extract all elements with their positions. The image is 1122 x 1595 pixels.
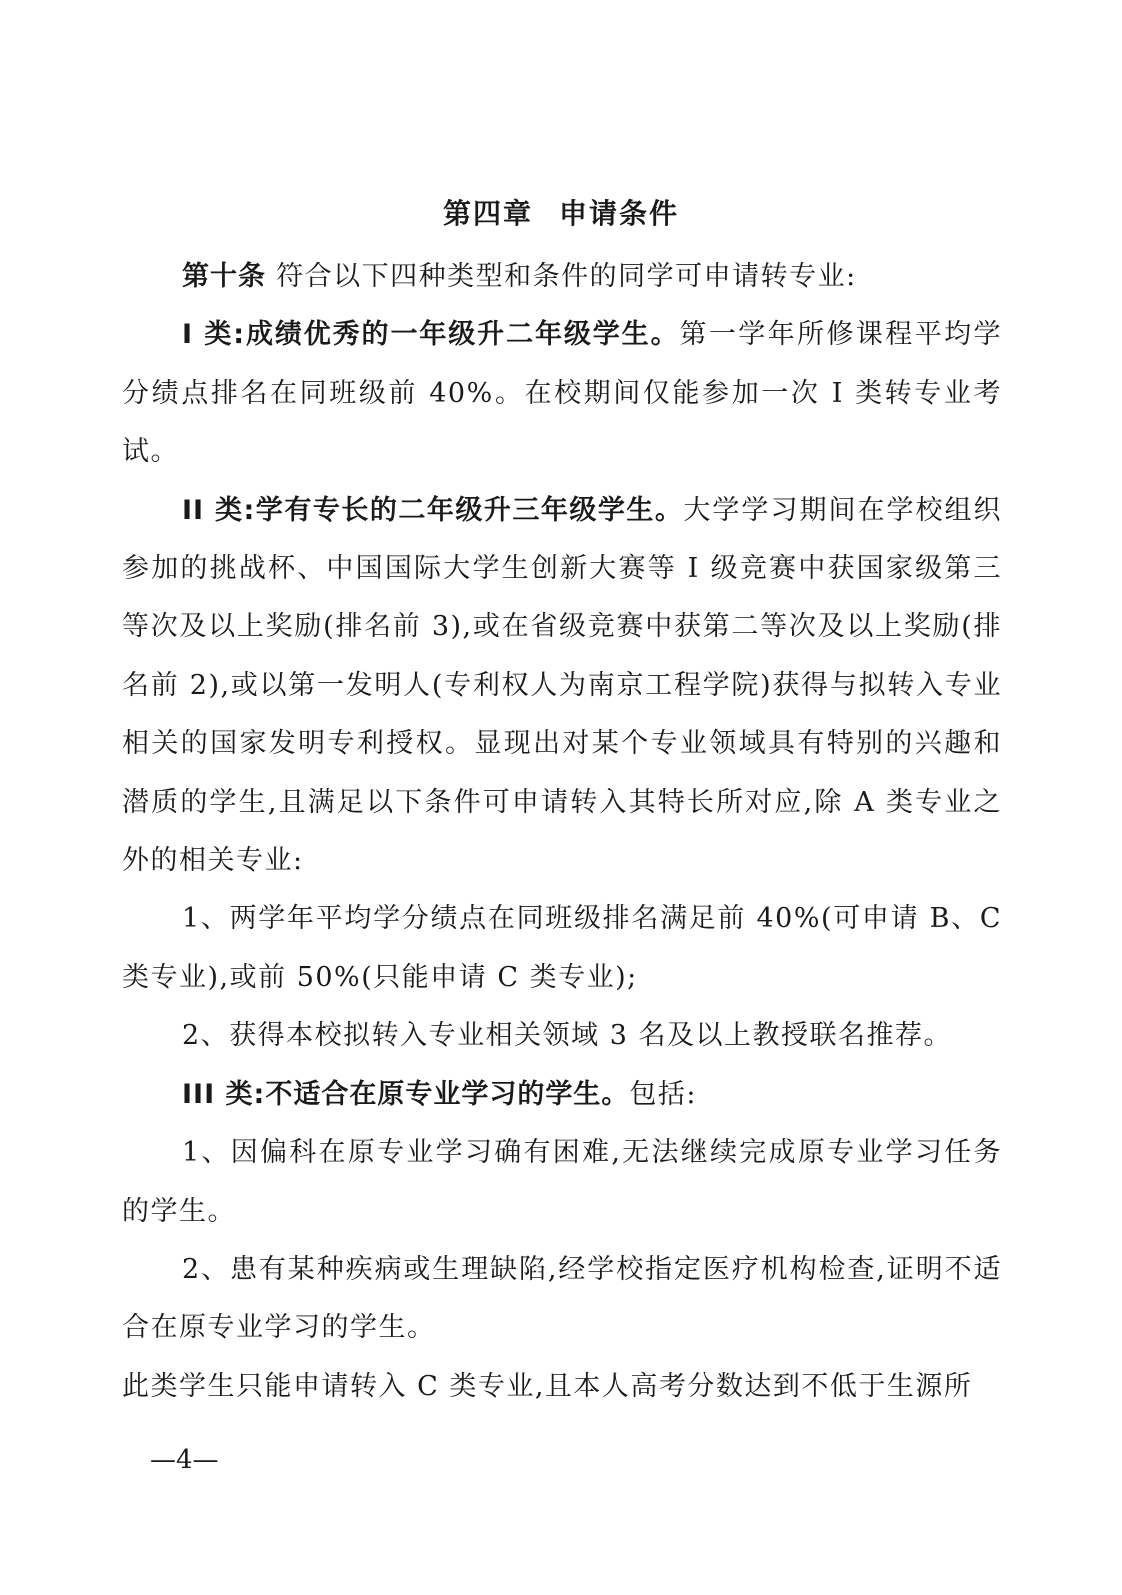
type-3-paragraph — [122, 1066, 1002, 1124]
chapter-number: 第四章 — [442, 197, 533, 230]
type-3-condition-2: 2、患有某种疾病或生理缺陷,经学校指定医疗机构检查,证明不适合在原专业学习的学生。 — [122, 1253, 1002, 1344]
type-3-text: 包括: — [629, 1078, 697, 1110]
type-1-text: 第一学年所修课程平均学分绩点排名在同班级前 40%。在校期间仅能参加一次 I 类转专业考试。 — [122, 319, 1003, 468]
article-10-heading: 第十条 — [182, 261, 266, 292]
type-2-paragraph — [122, 482, 1002, 891]
page-number: —4— — [150, 1445, 219, 1475]
type-1-paragraph — [122, 306, 1002, 481]
body-text — [122, 248, 1002, 1416]
type-3-condition-1: 1、因偏科在原专业学习确有困难,无法继续完成原专业学习任务的学生。 — [122, 1137, 1002, 1227]
type-3-heading: III 类:不适合在原专业学习的学生。 — [182, 1078, 630, 1110]
type-2-text: 大学学习期间在学校组织参加的挑战杯、中国国际大学生创新大赛等 I 级竞赛中获国家级第三等次及以上奖励(排名前 3),或在省级竞赛中获第二等次及以上奖励(排名前 2),或以第一发明人(专利权人为南京工程学院)获得与拟转入专业相关的国家发明专利授权。显现出对某个专业领域具有特别的兴趣和潜质的学生,且满足以下条件可申请转入其特长所对应,除 A 类专业之外的相关专业: — [122, 494, 1002, 877]
chapter-name: 申请条件 — [559, 197, 680, 230]
type-2-condition-2: 2、获得本校拟转入专业相关领域 3 名及以上教授联名推荐。 — [182, 1020, 953, 1052]
article-10-paragraph — [122, 248, 1002, 306]
chapter-title — [0, 192, 1122, 236]
article-10-text: 符合以下四种类型和条件的同学可申请转专业: — [276, 261, 857, 292]
type-2-heading: II 类:学有专长的二年级升三年级学生。 — [182, 494, 684, 526]
type-3-note: 此类学生只能申请转入 C 类专业,且本人高考分数达到不低于生源所 — [122, 1370, 973, 1402]
type-2-condition-1: 1、两学年平均学分绩点在同班级排名满足前 40%(可申请 B、C 类专业),或前 50%(只能申请 C 类专业); — [122, 903, 1002, 993]
type-1-heading: I 类:成绩优秀的一年级升二年级学生。 — [182, 319, 680, 351]
